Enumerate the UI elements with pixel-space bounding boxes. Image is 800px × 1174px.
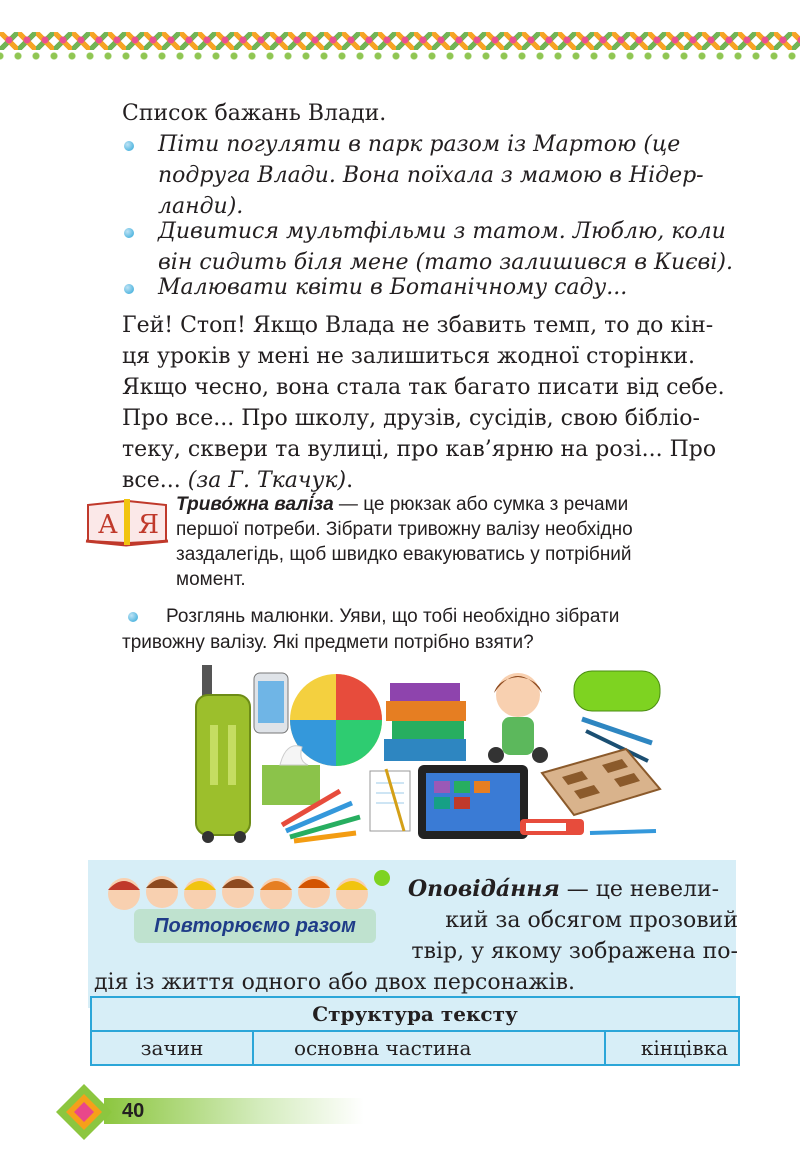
review-line2: кий за обсягом прозовий xyxy=(445,908,738,933)
structure-cell-ending: кінцівка xyxy=(605,1031,739,1065)
story-source: (за Г. Ткачук) xyxy=(187,468,347,493)
wishlist-heading: Список бажань Влади. xyxy=(122,101,387,126)
structure-table-title: Структура тексту xyxy=(91,997,739,1031)
bullet-icon xyxy=(124,141,134,151)
dictionary-line: момент. xyxy=(176,569,246,590)
ornament-fade xyxy=(0,0,800,34)
pencil-case-icon xyxy=(574,671,660,711)
bullet-icon xyxy=(124,228,134,238)
ball-icon xyxy=(290,674,382,766)
wishlist-item-3 xyxy=(158,272,748,303)
tablet-icon xyxy=(418,765,528,839)
wishlist-item-1 xyxy=(158,129,748,222)
story-paragraph xyxy=(122,310,742,496)
wishlist-item-1-line2: подруга Влади. Вона поїхала з мамою в Нідер- xyxy=(158,163,704,188)
wishlist-item-2-line2: він сидить біля мене (тато залишився в Києві). xyxy=(158,250,733,275)
text-structure-table xyxy=(90,996,740,1066)
dictionary-book-icon xyxy=(84,497,170,547)
task-text xyxy=(122,604,744,656)
review-term: Оповіда́ння xyxy=(408,876,560,902)
phone-icon xyxy=(254,673,288,733)
suitcase-icon xyxy=(196,665,250,843)
story-line: ця уроків у мені не залишиться жодної сторінки. xyxy=(122,344,695,369)
review-line1: — це невели- xyxy=(559,877,720,902)
book-letter-a: А xyxy=(98,510,118,540)
wishlist-item-1-line1: Піти погуляти в парк разом із Мартою (це xyxy=(158,132,681,157)
review-label: Повторюємо разом xyxy=(134,909,376,943)
dictionary-first-line xyxy=(176,492,741,517)
books-icon xyxy=(384,683,466,761)
wishlist-item-3-line1: Малювати квіти в Ботанічному саду... xyxy=(158,275,628,300)
children-faces-icon xyxy=(94,866,394,912)
story-last-suffix: . xyxy=(346,468,354,493)
dictionary-line: першої потреби. Зібрати тривожну валізу необхідно xyxy=(176,519,633,540)
story-line: Якщо чесно, вона стала так багато писати від себе. xyxy=(122,375,725,400)
story-line: теку, сквери та вулиці, про кав’ярню на розі... Про xyxy=(122,437,717,462)
page-number: 40 xyxy=(122,1100,145,1122)
review-line3: твір, у якому зображена по- xyxy=(411,939,738,964)
doll-icon xyxy=(488,673,548,763)
bullet-icon xyxy=(124,284,134,294)
notepad-icon xyxy=(370,769,410,831)
structure-cell-main: основна частина xyxy=(253,1031,605,1065)
toothpaste-icon xyxy=(520,819,656,835)
emergency-items-illustration xyxy=(190,665,670,845)
wishlist-item-2 xyxy=(158,216,748,278)
review-definition-top xyxy=(408,874,738,936)
structure-cell-intro: зачин xyxy=(91,1031,253,1065)
footer-ornament-icon xyxy=(54,1082,114,1142)
task-line2: тривожну валізу. Які предмети потрібно взяти? xyxy=(122,632,534,653)
task-line1: Розглянь малюнки. Уяви, що тобі необхідно зібрати xyxy=(166,606,620,627)
wishlist-item-2-line1: Дивитися мультфільми з татом. Люблю, коли xyxy=(158,219,726,244)
story-line: Про все... Про школу, друзів, сусідів, свою бібліо- xyxy=(122,406,700,431)
dictionary-term: Триво́жна валі́за xyxy=(176,494,334,515)
dictionary-line: заздалегідь, щоб швидко евакуюватись у потрібний xyxy=(176,544,632,565)
wishlist-item-1-line3: ланди). xyxy=(158,194,244,219)
dictionary-dash-text: — це рюкзак або сумка з речами xyxy=(333,494,629,515)
review-first-line xyxy=(408,874,738,905)
story-last-prefix: все... xyxy=(122,468,181,493)
dictionary-definition xyxy=(176,492,741,592)
story-line: Гей! Стоп! Якщо Влада не збавить темп, то до кін- xyxy=(122,313,714,338)
book-letter-ya: Я xyxy=(138,510,159,540)
review-line4: дія із життя одного або двох персонажів. xyxy=(94,970,576,995)
